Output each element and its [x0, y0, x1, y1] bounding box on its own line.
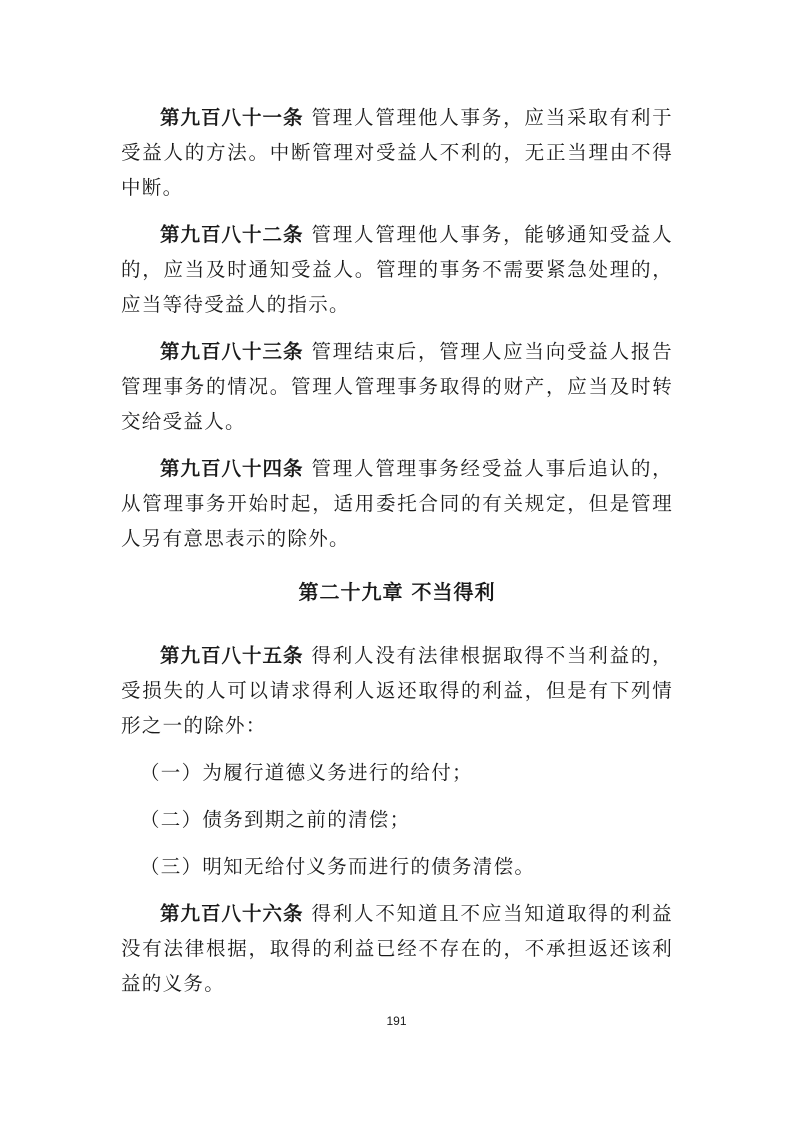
article-985: [121, 638, 673, 743]
article-983: [121, 334, 673, 439]
article-985-item-2: （二）债务到期之前的清偿；: [140, 808, 411, 831]
article-text: 得利人不知道且不应当知道取得的利益没有法律根据，取得的利益已经不存在的，不承担返还该利益的义务。: [121, 902, 673, 995]
chapter-title: 第二十九章 不当得利: [298, 580, 496, 604]
article-number: 第九百八十二条: [160, 223, 304, 246]
article-text: 管理结束后，管理人应当向受益人报告管理事务的情况。管理人管理事务取得的财产，应当及时转交给受益人。: [121, 340, 673, 433]
article-number: 第九百八十三条: [160, 340, 304, 363]
article-985-item-1: （一）为履行道德义务进行的给付；: [140, 761, 473, 784]
article-text: 管理人管理他人事务，能够通知受益人的，应当及时通知受益人。管理的事务不需要紧急处理的，应当等待受益人的指示。: [121, 223, 673, 316]
article-981: [121, 100, 673, 205]
article-985-item-3: （三）明知无给付义务而进行的债务清偿。: [140, 855, 536, 878]
article-number: 第九百八十一条: [160, 106, 304, 129]
article-number: 第九百八十六条: [160, 902, 304, 925]
article-number: 第九百八十五条: [160, 644, 304, 667]
article-number: 第九百八十四条: [160, 457, 304, 480]
article-986: [121, 896, 673, 1001]
article-text: 管理人管理事务经受益人事后追认的，从管理事务开始时起，适用委托合同的有关规定，但是管理人另有意思表示的除外。: [121, 457, 673, 550]
article-982: [121, 217, 673, 322]
article-text: 管理人管理他人事务，应当采取有利于受益人的方法。中断管理对受益人不利的，无正当理由不得中断。: [121, 106, 673, 199]
article-984: [121, 451, 673, 556]
document-body: [121, 100, 673, 1013]
page-number: 191: [386, 1014, 407, 1028]
article-text: 得利人没有法律根据取得不当利益的，受损失的人可以请求得利人返还取得的利益，但是有下列情形之一的除外：: [121, 644, 673, 737]
